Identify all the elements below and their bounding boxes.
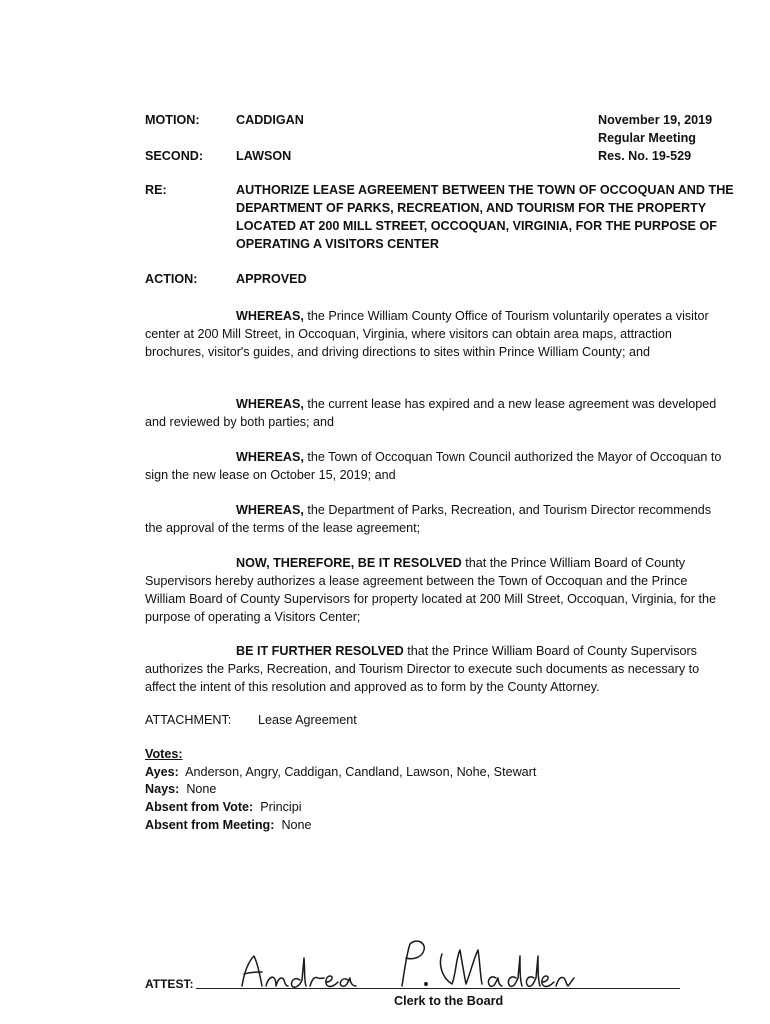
paragraph-lead: WHEREAS, (236, 397, 304, 411)
action-value: APPROVED (236, 272, 307, 286)
signature-line (196, 988, 680, 989)
motion-label: MOTION: (145, 113, 200, 127)
meeting-date: November 19, 2019 (598, 113, 713, 127)
second-label: SECOND: (145, 149, 204, 163)
absent-vote-value: Principi (260, 800, 302, 814)
paragraph-lead: WHEREAS, (236, 503, 304, 517)
resolution-number: Res. No. 19-529 (598, 149, 692, 163)
attachment-value: Lease Agreement (258, 713, 357, 727)
paragraph-lead: NOW, THEREFORE, BE IT RESOLVED (236, 556, 462, 570)
second-value: LAWSON (236, 149, 292, 163)
votes-absent-meeting (145, 818, 312, 832)
whereas-paragraph-3 (145, 448, 730, 484)
paragraph-text: the current lease has expired and a new lease agreement was developed and reviewed by both parties; and (145, 397, 717, 429)
nays-value: None (186, 782, 217, 796)
absent-meeting-value: None (281, 818, 312, 832)
votes-heading: Votes: (145, 747, 183, 761)
whereas-paragraph-4 (145, 501, 730, 537)
attest-label: ATTEST: (145, 977, 194, 991)
re-line-2: DEPARTMENT OF PARKS, RECREATION, AND TOURISM FOR THE PROPERTY (236, 201, 707, 215)
votes-ayes (145, 765, 536, 779)
signature-text (0, 932, 1, 933)
whereas-paragraph-1 (145, 307, 730, 361)
paragraph-lead: WHEREAS, (236, 450, 304, 464)
re-line-1: AUTHORIZE LEASE AGREEMENT BETWEEN THE TOWN OF OCCOQUAN AND THE (236, 183, 734, 197)
signature-image (230, 934, 580, 992)
ayes-label: Ayes: (145, 765, 179, 779)
re-line-3: LOCATED AT 200 MILL STREET, OCCOQUAN, VIRGINIA, FOR THE PURPOSE OF (236, 219, 717, 233)
whereas-paragraph-2 (145, 395, 730, 431)
paragraph-text: the Prince William County Office of Tourism voluntarily operates a visitor center at 200 Mill Street, in Occoquan, Virginia, where visitors can obtain area maps, attraction brochures, visitor's guides, and driving directions to sites within Prince William County; and (145, 309, 709, 359)
action-label: ACTION: (145, 272, 198, 286)
re-line-4: OPERATING A VISITORS CENTER (236, 237, 439, 251)
paragraph-text: the Town of Occoquan Town Council authorized the Mayor of Occoquan to sign the new lease on October 15, 2019; and (145, 450, 722, 482)
votes-nays (145, 782, 216, 796)
re-label: RE: (145, 183, 167, 197)
ayes-value: Anderson, Angry, Caddigan, Candland, Lawson, Nohe, Stewart (185, 765, 537, 779)
votes-absent-vote (145, 800, 302, 814)
attachment-label: ATTACHMENT: (145, 713, 232, 727)
meeting-type: Regular Meeting (598, 131, 696, 145)
absent-vote-label: Absent from Vote: (145, 800, 254, 814)
motion-value: CADDIGAN (236, 113, 304, 127)
resolved-paragraph (145, 554, 730, 626)
paragraph-text: that the Prince William Board of County Supervisors authorizes the Parks, Recreation, and Tourism Director to execute such documents as necessary to affect the intent of this resolution and approved as to form by the County Attorney. (145, 644, 700, 694)
absent-meeting-label: Absent from Meeting: (145, 818, 275, 832)
paragraph-lead: WHEREAS, (236, 309, 304, 323)
clerk-title: Clerk to the Board (394, 994, 504, 1008)
paragraph-text: that the Prince William Board of County Supervisors hereby authorizes a lease agreement between the Town of Occoquan and the Prince William Board of County Supervisors for property located at 200 Mill Street, Occoquan, Virginia, for the purpose of operating a Visitors Center; (145, 556, 716, 624)
nays-label: Nays: (145, 782, 180, 796)
paragraph-lead: BE IT FURTHER RESOLVED (236, 644, 404, 658)
further-resolved-paragraph (145, 642, 730, 696)
paragraph-text: the Department of Parks, Recreation, and Tourism Director recommends the approval of the terms of the lease agreement; (145, 503, 712, 535)
